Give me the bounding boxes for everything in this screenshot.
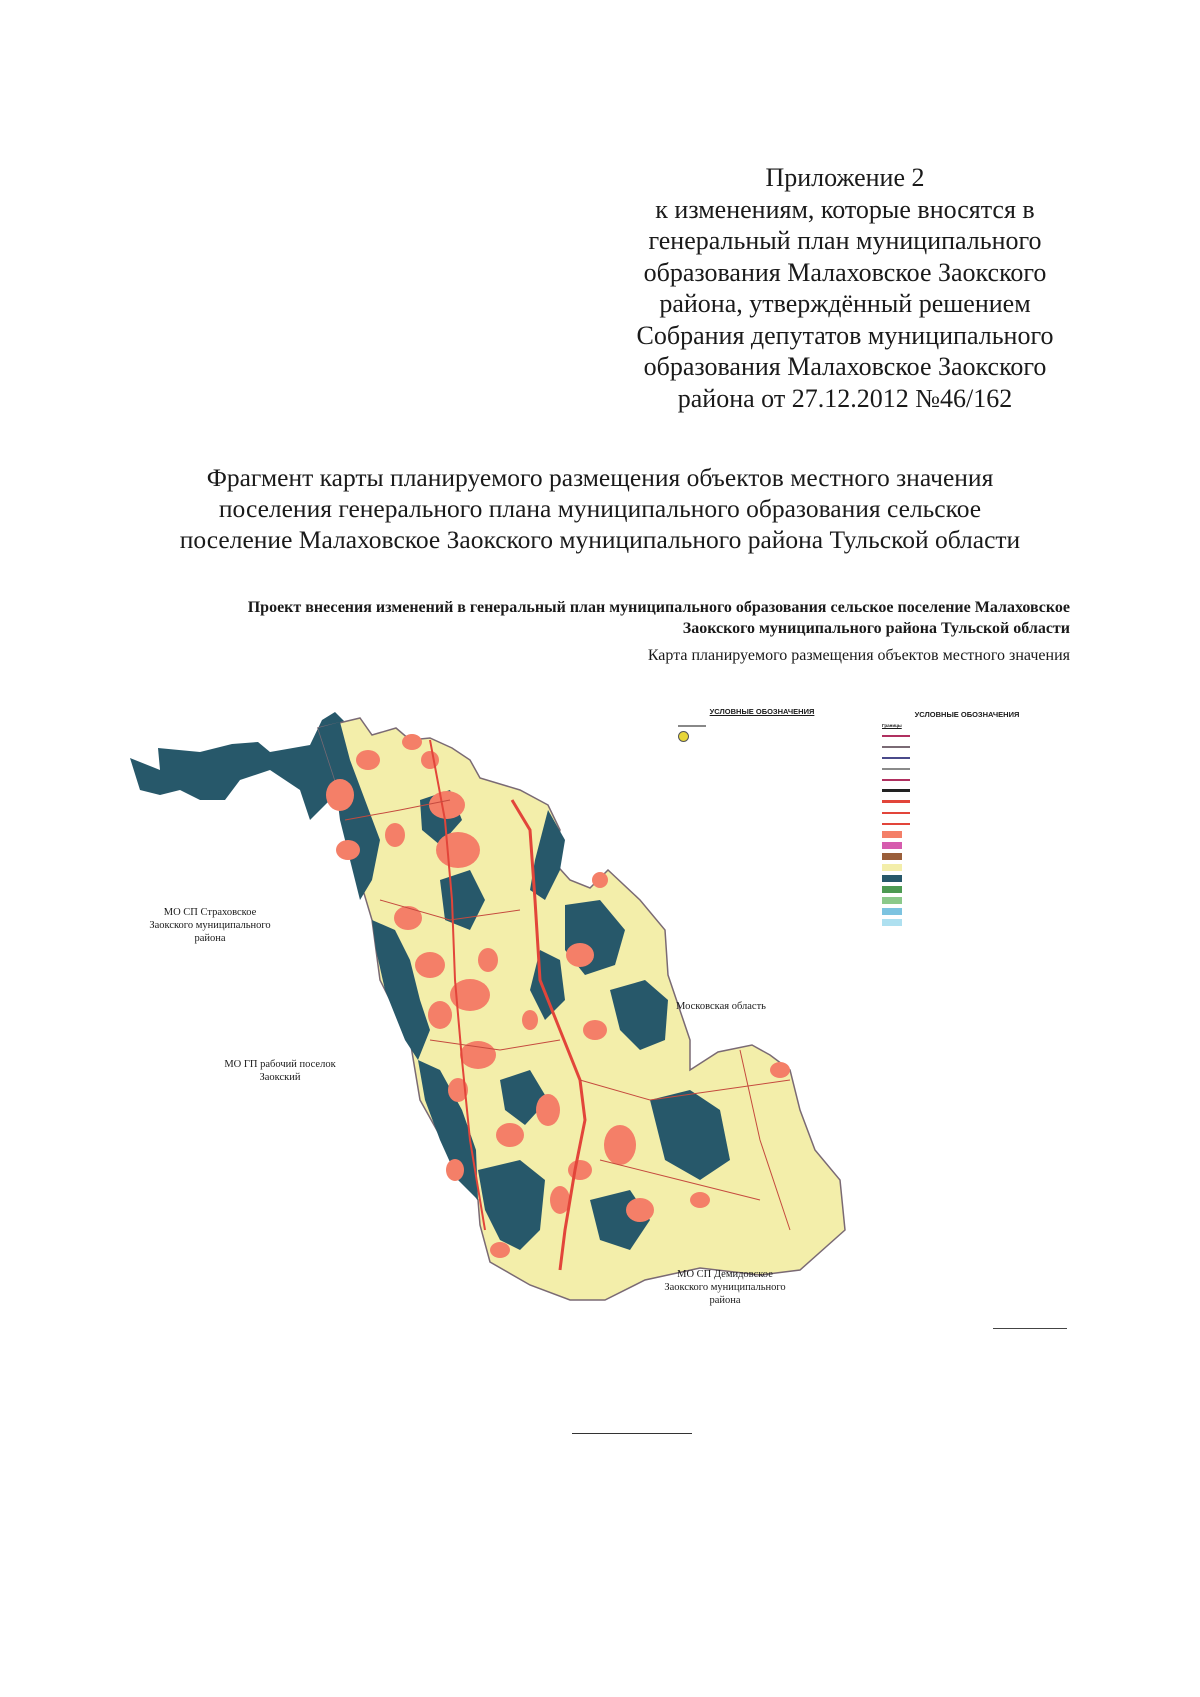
legend-line-swatch [882, 800, 910, 803]
appendix-line: генеральный план муниципального [648, 226, 1042, 255]
legend-swatch [882, 864, 902, 871]
label-moscow-oblast [666, 1000, 776, 1013]
legend-row [882, 873, 1052, 884]
forest-area-west [130, 712, 345, 820]
legend-swatch [882, 853, 902, 860]
legend-row [882, 818, 1052, 829]
legend-line-swatch [882, 746, 910, 748]
project-title-line: Заокского муниципального района Тульской области [682, 620, 1070, 637]
appendix-line: к изменениям, которые вносятся в [655, 194, 1035, 224]
map-name: Карта планируемого размещения объектов местного значения [647, 647, 1070, 664]
legend-row [882, 796, 1052, 807]
legend-row [882, 752, 1052, 763]
legend-row [882, 785, 1052, 796]
label-strakhovskoe [130, 906, 290, 945]
appendix-line: Приложение 2 [765, 163, 925, 192]
legend-row [882, 763, 1052, 774]
legend-row [882, 884, 1052, 895]
fragment-title-line: поселение Малаховское Заокского муниципального района Тульской области [179, 525, 1021, 554]
legend-right [882, 710, 1052, 950]
legend-line-swatch [882, 757, 910, 759]
label-line: МО СП Страховское [163, 907, 257, 918]
appendix-line: района, утверждённый решением [659, 289, 1031, 318]
legend-row [882, 829, 1052, 840]
legend-row [882, 917, 1052, 928]
legend-line-swatch [882, 789, 910, 792]
appendix-line: Собрания депутатов муниципального [636, 320, 1054, 350]
closing-rule [572, 1433, 692, 1434]
label-line: Московская область [676, 1001, 766, 1012]
legend-row [882, 741, 1052, 752]
label-line: района [194, 933, 226, 944]
fragment-title-line: поселения генерального плана муниципального образования сельское [218, 494, 982, 523]
legend-line-swatch [882, 812, 910, 814]
legend-swatch [882, 875, 902, 882]
legend-swatch [882, 886, 902, 893]
legend-title: УСЛОВНЫЕ ОБОЗНАЧЕНИЯ [914, 710, 1020, 719]
legend-line-swatch [882, 779, 910, 781]
appendix-line: образования Малаховское Заокского [643, 352, 1047, 381]
label-line: Заокский [259, 1072, 301, 1083]
label-line: Заокского муниципального [664, 1282, 786, 1293]
legend-swatch [882, 908, 902, 915]
legend-row [882, 851, 1052, 862]
legend-row [882, 774, 1052, 785]
legend-swatch [882, 919, 902, 926]
label-line: МО СП Демидовское [677, 1269, 773, 1280]
legend-row [882, 895, 1052, 906]
legend-row [882, 840, 1052, 851]
label-line: МО ГП рабочий поселок [224, 1059, 336, 1070]
hospital-icon [678, 731, 689, 742]
legend-row [882, 862, 1052, 873]
legend-line-swatch [882, 768, 910, 770]
label-line: района [709, 1295, 741, 1306]
label-line: Заокского муниципального [149, 920, 271, 931]
legend-row [882, 906, 1052, 917]
label-demidovskoe [650, 1268, 800, 1307]
legend-row [678, 720, 846, 731]
legend-title: УСЛОВНЫЕ ОБОЗНАЧЕНИЯ [709, 707, 815, 716]
appendix-line: района от 27.12.2012 №46/162 [677, 383, 1013, 413]
legend-row [882, 807, 1052, 818]
legend-swatch [882, 897, 902, 904]
appendix-line: образования Малаховское Заокского [643, 257, 1047, 287]
legend-row [678, 731, 846, 742]
legend-line-swatch [882, 735, 910, 737]
legend-left [678, 707, 846, 771]
legend-subtitle: Границы [882, 723, 902, 728]
project-title-line: Проект внесения изменений в генеральный план муниципального образования сельское поселение Малаховское [247, 599, 1070, 616]
label-zaoksky [215, 1058, 345, 1084]
fragment-title-line: Фрагмент карты планируемого размещения объектов местного значения [206, 463, 994, 492]
legend-swatch [882, 831, 902, 838]
legend-row [882, 730, 1052, 741]
legend-line-swatch [882, 823, 910, 825]
legend-swatch [882, 842, 902, 849]
legend-line-swatch [678, 725, 706, 727]
scale-bar [993, 1328, 1067, 1329]
